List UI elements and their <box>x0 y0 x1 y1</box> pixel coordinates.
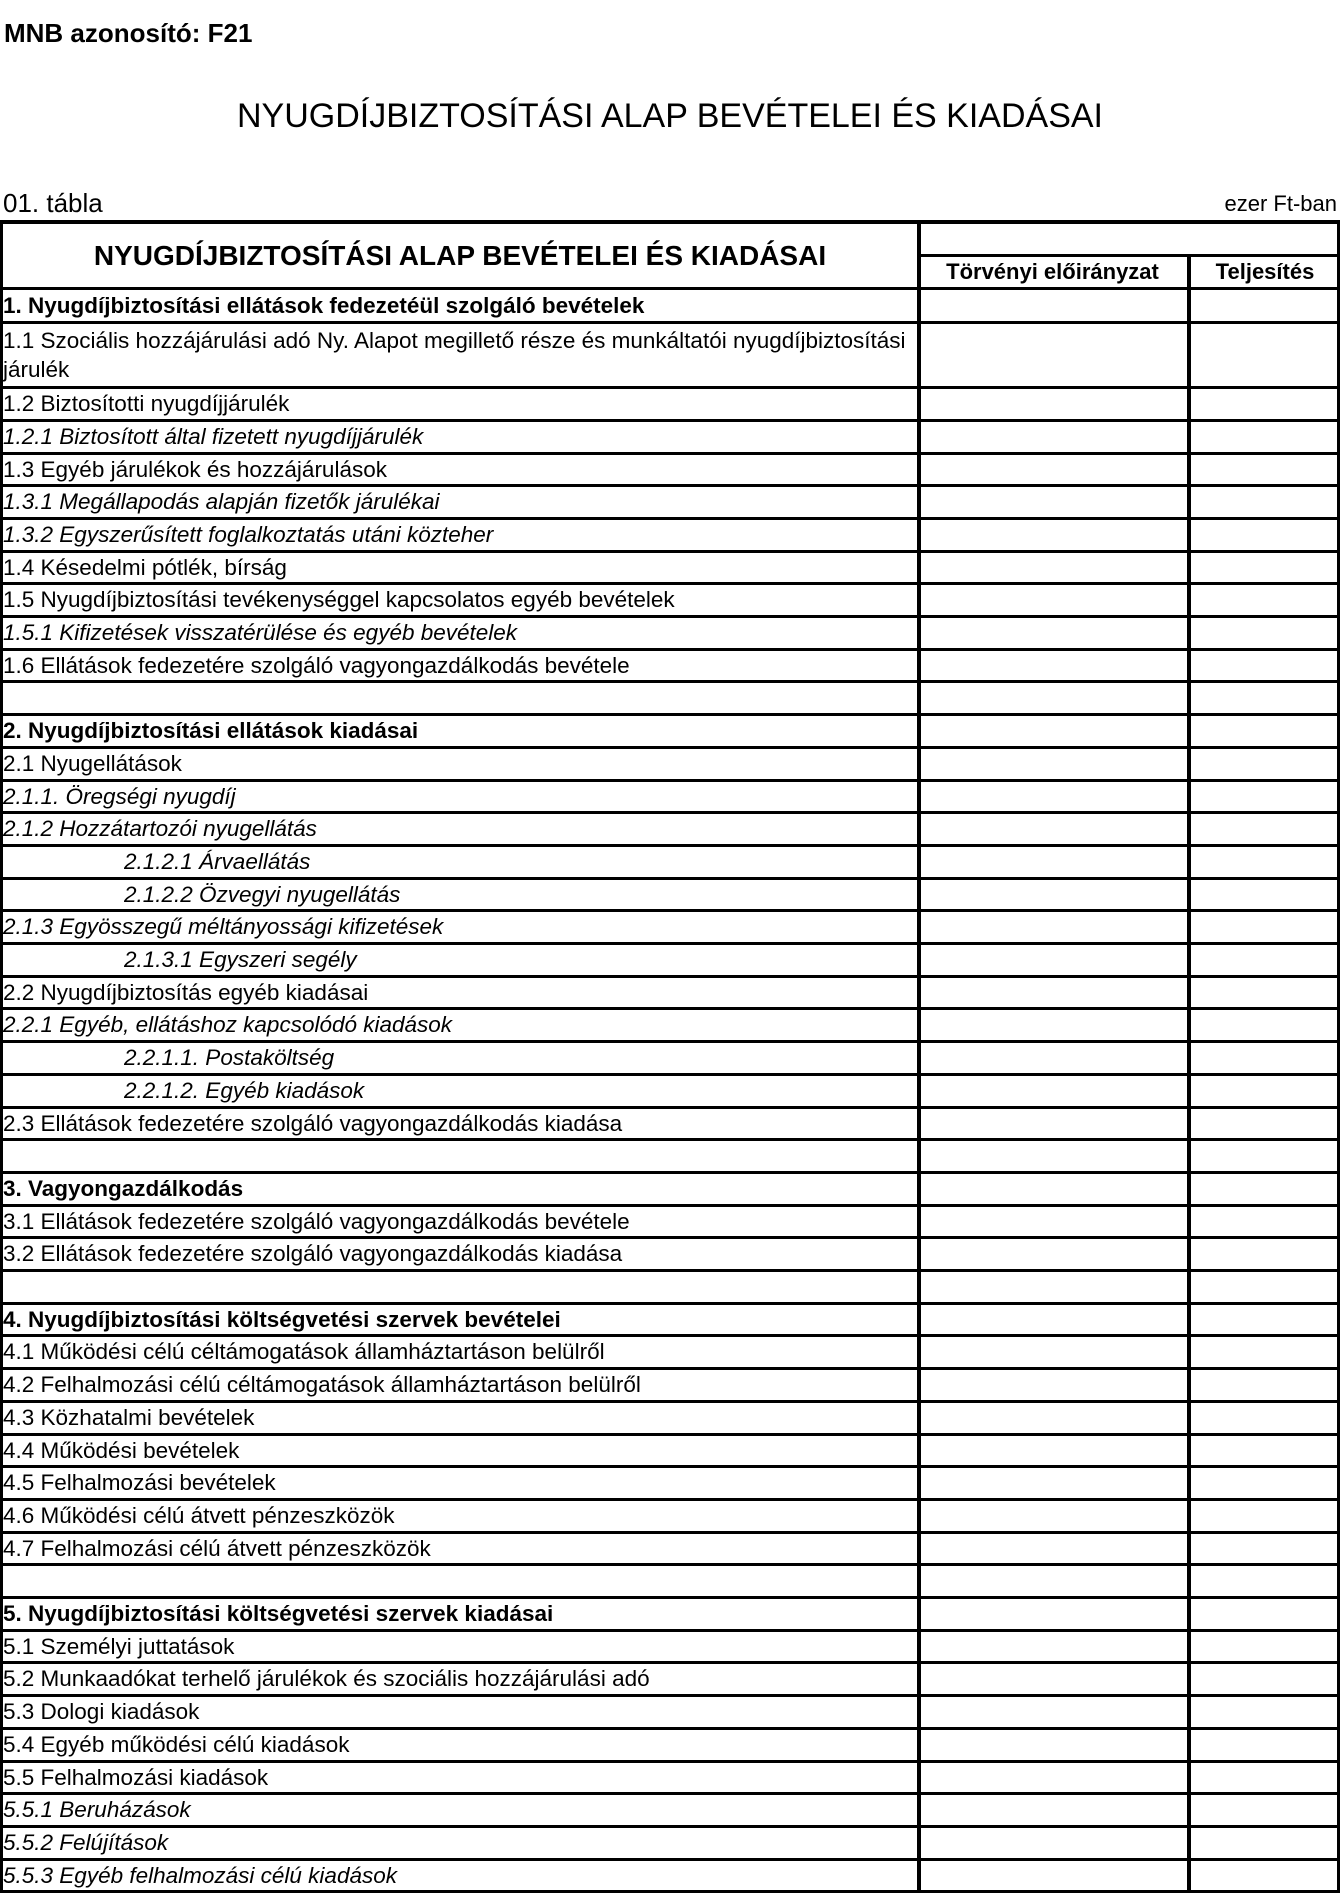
row-label: 4.2 Felhalmozási célú céltámogatások államháztartáson belülről <box>3 1372 641 1398</box>
cell-appropriation[interactable] <box>921 1107 1187 1138</box>
cell-appropriation[interactable] <box>921 1368 1187 1399</box>
cell-appropriation[interactable] <box>921 812 1187 843</box>
cell-fulfilment[interactable] <box>1191 1597 1336 1628</box>
cell-fulfilment[interactable] <box>1191 1270 1336 1301</box>
unit-label: ezer Ft-ban <box>1224 191 1337 216</box>
cell-fulfilment[interactable] <box>1191 1205 1336 1236</box>
cell-appropriation[interactable] <box>921 1793 1187 1824</box>
cell-fulfilment[interactable] <box>1191 681 1336 712</box>
cell-appropriation[interactable] <box>921 322 1187 385</box>
cell-appropriation[interactable] <box>921 976 1187 1007</box>
cell-appropriation[interactable] <box>921 1172 1187 1203</box>
cell-fulfilment[interactable] <box>1191 1761 1336 1792</box>
cell-appropriation[interactable] <box>921 1205 1187 1236</box>
cell-fulfilment[interactable] <box>1191 845 1336 876</box>
row-label: 1.3.1 Megállapodás alapján fizetők járulékai <box>3 489 440 515</box>
cell-fulfilment[interactable] <box>1191 518 1336 549</box>
cell-fulfilment[interactable] <box>1191 1368 1336 1399</box>
cell-appropriation[interactable] <box>921 878 1187 909</box>
grid-line <box>917 254 1340 257</box>
row-label: 2.1.2.1 Árvaellátás <box>124 848 311 874</box>
row-label: 5.5 Felhalmozási kiadások <box>3 1764 269 1790</box>
cell-fulfilment[interactable] <box>1191 616 1336 647</box>
cell-fulfilment[interactable] <box>1191 1008 1336 1039</box>
cell-fulfilment[interactable] <box>1191 976 1336 1007</box>
row-label: 5.5.3 Egyéb felhalmozási célú kiadások <box>3 1862 397 1888</box>
grid-line <box>0 1890 1340 1893</box>
row-label: 2.2.1 Egyéb, ellátáshoz kapcsolódó kiadások <box>3 1012 453 1038</box>
cell-appropriation[interactable] <box>921 1564 1187 1595</box>
row-label: 2. Nyugdíjbiztosítási ellátások kiadásai <box>3 718 419 744</box>
cell-fulfilment[interactable] <box>1191 1466 1336 1497</box>
cell-fulfilment[interactable] <box>1191 878 1336 909</box>
cell-fulfilment[interactable] <box>1191 1695 1336 1726</box>
cell-fulfilment[interactable] <box>1191 649 1336 680</box>
cell-appropriation[interactable] <box>921 1859 1187 1890</box>
cell-fulfilment[interactable] <box>1191 387 1336 418</box>
row-label: 4.1 Működési célú céltámogatások államháztartáson belülről <box>3 1339 605 1365</box>
row-label: 3. Vagyongazdálkodás <box>3 1175 244 1201</box>
row-label: 1.2.1 Biztosított által fizetett nyugdíjjárulék <box>3 423 424 449</box>
row-label: 5.1 Személyi juttatások <box>3 1633 235 1659</box>
row-label: 1.6 Ellátások fedezetére szolgáló vagyongazdálkodás bevétele <box>3 652 630 678</box>
cell-fulfilment[interactable] <box>1191 1564 1336 1595</box>
row-label: 4.6 Működési célú átvett pénzeszközök <box>3 1502 395 1528</box>
row-label: 4.7 Felhalmozási célú átvett pénzeszközök <box>3 1535 431 1561</box>
cell-appropriation[interactable] <box>921 1008 1187 1039</box>
cell-appropriation[interactable] <box>921 1761 1187 1792</box>
cell-fulfilment[interactable] <box>1191 485 1336 516</box>
cell-fulfilment[interactable] <box>1191 1499 1336 1530</box>
cell-appropriation[interactable] <box>921 1270 1187 1301</box>
cell-appropriation[interactable] <box>921 616 1187 647</box>
cell-appropriation[interactable] <box>921 485 1187 516</box>
row-label: 1.5.1 Kifizetések visszatérülése és egyéb bevételek <box>3 620 518 645</box>
row-label: 1.5 Nyugdíjbiztosítási tevékenységgel kapcsolatos egyéb bevételek <box>3 587 675 613</box>
row-label: 4. Nyugdíjbiztosítási költségvetési szervek bevételei <box>3 1306 561 1332</box>
cell-fulfilment[interactable] <box>1191 1434 1336 1465</box>
row-label: 1.3 Egyéb járulékok és hozzájárulások <box>3 456 387 482</box>
cell-appropriation[interactable] <box>921 1335 1187 1366</box>
row-label: 5.4 Egyéb működési célú kiadások <box>3 1731 350 1757</box>
cell-appropriation[interactable] <box>921 420 1187 451</box>
row-label: 2.2 Nyugdíjbiztosítás egyéb kiadásai <box>3 979 369 1005</box>
row-label: 1.4 Késedelmi pótlék, bírság <box>3 554 287 580</box>
row-label: 2.1.2.2 Özvegyi nyugellátás <box>124 881 401 907</box>
cell-appropriation[interactable] <box>921 1597 1187 1628</box>
row-label: 1.1 Szociális hozzájárulási adó Ny. Alapot megillető része és munkáltatói nyugdíjbiztosítási járulék <box>3 327 906 382</box>
cell-appropriation[interactable] <box>921 1499 1187 1530</box>
form-identifier: MNB azonosító: F21 <box>4 18 253 48</box>
row-label: 2.2.1.2. Egyéb kiadások <box>124 1077 365 1103</box>
row-label: 2.1.3.1 Egyszeri segély <box>124 947 357 972</box>
cell-fulfilment[interactable] <box>1191 583 1336 614</box>
cell-fulfilment[interactable] <box>1191 1532 1336 1563</box>
cell-appropriation[interactable] <box>921 681 1187 712</box>
row-label: 5.5.2 Felújítások <box>3 1829 169 1855</box>
cell-fulfilment[interactable] <box>1191 1041 1336 1072</box>
cell-fulfilment[interactable] <box>1191 1662 1336 1693</box>
grid-line <box>0 220 1340 224</box>
cell-fulfilment[interactable] <box>1191 322 1336 385</box>
cell-appropriation[interactable] <box>921 1303 1187 1334</box>
row-label: 1.3.2 Egyszerűsített foglalkoztatás utáni közteher <box>3 521 494 547</box>
row-label: 4.5 Felhalmozási bevételek <box>3 1470 276 1496</box>
cell-fulfilment[interactable] <box>1191 289 1336 320</box>
cell-appropriation[interactable] <box>921 453 1187 484</box>
cell-fulfilment[interactable] <box>1191 780 1336 811</box>
cell-appropriation[interactable] <box>921 910 1187 941</box>
cell-appropriation[interactable] <box>921 1695 1187 1726</box>
cell-appropriation[interactable] <box>921 1826 1187 1857</box>
cell-appropriation[interactable] <box>921 1630 1187 1661</box>
cell-appropriation[interactable] <box>921 551 1187 582</box>
table-number: 01. tábla <box>3 188 103 218</box>
cell-fulfilment[interactable] <box>1191 1335 1336 1366</box>
cell-fulfilment[interactable] <box>1191 1630 1336 1661</box>
row-label: 2.1.1. Öregségi nyugdíj <box>3 783 236 809</box>
row-label: 5.3 Dologi kiadások <box>3 1699 200 1725</box>
cell-appropriation[interactable] <box>921 387 1187 418</box>
page-title: NYUGDÍJBIZTOSÍTÁSI ALAP BEVÉTELEI ÉS KIADÁSAI <box>236 97 1104 135</box>
row-label: 1. Nyugdíjbiztosítási ellátások fedezetéül szolgáló bevételek <box>3 293 645 318</box>
cell-fulfilment[interactable] <box>1191 812 1336 843</box>
cell-fulfilment[interactable] <box>1191 1826 1336 1857</box>
row-label: 2.3 Ellátások fedezetére szolgáló vagyongazdálkodás kiadása <box>3 1110 623 1136</box>
row-label: 2.1 Nyugellátások <box>3 750 182 776</box>
row-label: 5.5.1 Beruházások <box>3 1797 191 1823</box>
column-header-fulfilment: Teljesítés <box>1215 259 1315 284</box>
cell-appropriation[interactable] <box>921 1728 1187 1759</box>
cell-appropriation[interactable] <box>921 649 1187 680</box>
cell-fulfilment[interactable] <box>1191 453 1336 484</box>
cell-appropriation[interactable] <box>921 1532 1187 1563</box>
cell-appropriation[interactable] <box>921 714 1187 745</box>
cell-fulfilment[interactable] <box>1191 747 1336 778</box>
cell-fulfilment[interactable] <box>1191 1107 1336 1138</box>
cell-appropriation[interactable] <box>921 518 1187 549</box>
row-label: 2.1.2 Hozzátartozói nyugellátás <box>3 816 317 842</box>
cell-fulfilment[interactable] <box>1191 1172 1336 1203</box>
cell-appropriation[interactable] <box>921 1434 1187 1465</box>
cell-fulfilment[interactable] <box>1191 1793 1336 1824</box>
cell-appropriation[interactable] <box>921 747 1187 778</box>
row-label: 5.2 Munkaadókat terhelő járulékok és szociális hozzájárulási adó <box>3 1666 650 1692</box>
cell-fulfilment[interactable] <box>1191 910 1336 941</box>
cell-appropriation[interactable] <box>921 943 1187 974</box>
row-label: 5. Nyugdíjbiztosítási költségvetési szervek kiadásai <box>3 1601 554 1626</box>
row-label: 4.4 Működési bevételek <box>3 1437 240 1463</box>
cell-fulfilment[interactable] <box>1191 1401 1336 1432</box>
cell-appropriation[interactable] <box>921 1041 1187 1072</box>
cell-fulfilment[interactable] <box>1191 943 1336 974</box>
table-title: NYUGDÍJBIZTOSÍTÁSI ALAP BEVÉTELEI ÉS KIADÁSAI <box>93 240 827 271</box>
column-header-appropriation: Törvényi előirányzat <box>946 259 1159 284</box>
cell-fulfilment[interactable] <box>1191 1074 1336 1105</box>
cell-fulfilment[interactable] <box>1191 420 1336 451</box>
cell-appropriation[interactable] <box>921 1401 1187 1432</box>
row-label: 3.2 Ellátások fedezetére szolgáló vagyongazdálkodás kiadása <box>3 1241 623 1267</box>
cell-fulfilment[interactable] <box>1191 1237 1336 1268</box>
row-label: 4.3 Közhatalmi bevételek <box>3 1404 255 1430</box>
cell-appropriation[interactable] <box>921 1466 1187 1497</box>
row-label: 2.2.1.1. Postaköltség <box>124 1045 335 1071</box>
row-label: 2.1.3 Egyösszegű méltányossági kifizetések <box>3 914 444 940</box>
cell-appropriation[interactable] <box>921 1237 1187 1268</box>
cell-appropriation[interactable] <box>921 289 1187 320</box>
cell-fulfilment[interactable] <box>1191 1139 1336 1170</box>
cell-fulfilment[interactable] <box>1191 551 1336 582</box>
cell-appropriation[interactable] <box>921 780 1187 811</box>
cell-appropriation[interactable] <box>921 1074 1187 1105</box>
cell-fulfilment[interactable] <box>1191 714 1336 745</box>
row-label: 1.2 Biztosítotti nyugdíjjárulék <box>3 391 290 417</box>
cell-fulfilment[interactable] <box>1191 1728 1336 1759</box>
cell-appropriation[interactable] <box>921 1139 1187 1170</box>
cell-fulfilment[interactable] <box>1191 1859 1336 1890</box>
cell-appropriation[interactable] <box>921 1662 1187 1693</box>
cell-fulfilment[interactable] <box>1191 1303 1336 1334</box>
cell-appropriation[interactable] <box>921 845 1187 876</box>
row-label: 3.1 Ellátások fedezetére szolgáló vagyongazdálkodás bevétele <box>3 1208 630 1234</box>
cell-appropriation[interactable] <box>921 583 1187 614</box>
